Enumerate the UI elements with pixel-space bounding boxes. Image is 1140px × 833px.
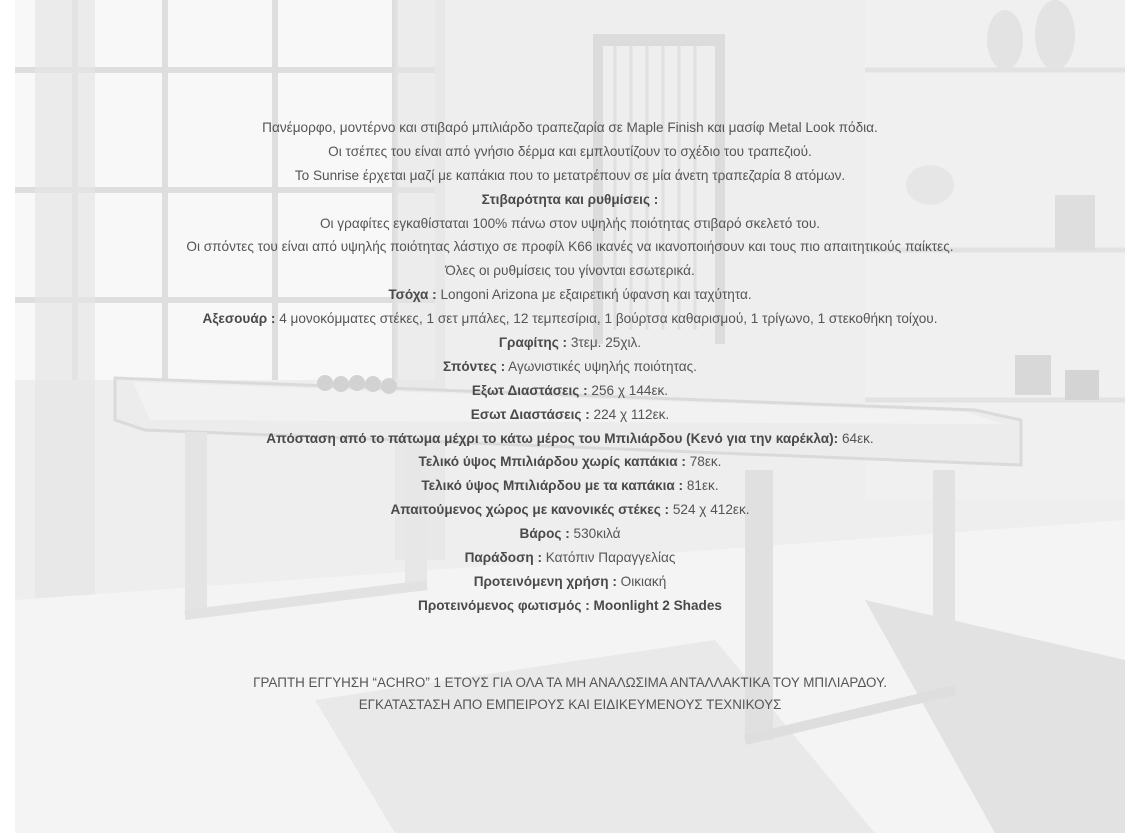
spec-label: Εσωτ Διαστάσεις : [470, 406, 590, 422]
spec-value: 530κιλά [569, 526, 621, 542]
spec-recommended-use [15, 570, 1125, 594]
spec-height-with-covers [15, 474, 1125, 498]
spec-label: Γραφίτης : [498, 335, 568, 351]
spec-value: 64εκ. [838, 430, 874, 446]
product-hero-section [15, 0, 1125, 833]
spec-value: 224 χ 112εκ. [589, 406, 670, 422]
intro-line-2: Οι τσέπες του είναι από γνήσιο δέρμα και εμπλουτίζουν το σχέδιο του τραπεζιού. [328, 143, 812, 159]
intro-line-1: Πανέμορφο, μοντέρνο και στιβαρό μπιλιάρδο τραπεζαρία σε Maple Finish και μασίφ Metal Look πόδια. [262, 120, 878, 135]
spec-value: Longoni Arizona με εξαιρετική ύφανση και ταχύτητα. [436, 287, 752, 303]
product-description [15, 116, 1125, 618]
spec-value: 81εκ. [683, 478, 719, 494]
robustness-line-1: Οι γραφίτες εγκαθίσταται 100% πάνω στον υψηλής ποιότητας στιβαρό σκελετό του. [319, 215, 821, 231]
spec-value: 524 χ 412εκ. [669, 502, 750, 518]
spec-label: Εξωτ Διαστάσεις : [471, 382, 588, 398]
spec-label: Προτεινόμενος φωτισμός : Moonlight 2 Shades [418, 597, 722, 613]
spec-label: Τελικό ύψος Μπιλιάρδου χωρίς καπάκια : [418, 454, 686, 470]
spec-slate [15, 331, 1125, 355]
spec-label: Τελικό ύψος Μπιλιάρδου με τα καπάκια : [421, 478, 684, 494]
spec-required-space [15, 498, 1125, 522]
warranty-notice [15, 672, 1125, 716]
spec-accessories [15, 307, 1125, 331]
spec-inner-dimensions [15, 403, 1125, 427]
robustness-heading [15, 188, 1125, 212]
spec-floor-clearance [15, 427, 1125, 451]
spec-label: Απόσταση από το πάτωμα μέχρι το κάτω μέρος του Μπιλιάρδου (Κενό για την καρέκλα): [266, 430, 839, 446]
spec-value: 3τεμ. 25χιλ. [567, 335, 642, 351]
robustness-line-2: Οι σπόντες του είναι από υψηλής ποιότητας λάστιχο σε προφίλ K66 ικανές να ικανοποιήσουν και τους πιο απαιτητικούς παίκτες. [186, 239, 954, 255]
spec-value: Αγωνιστικές υψηλής ποιότητας. [505, 358, 697, 374]
spec-label: Παράδοση : [464, 550, 542, 566]
spec-weight [15, 522, 1125, 546]
spec-label: Αξεσουάρ : [202, 311, 276, 327]
robustness-line-3: Όλες οι ρυθμίσεις του γίνονται εσωτερικά. [445, 263, 695, 279]
spec-label: Απαιτούμενος χώρος με κανονικές στέκες : [390, 502, 670, 518]
spec-cloth [15, 283, 1125, 307]
spec-outer-dimensions [15, 379, 1125, 403]
spec-label: Προτεινόμενη χρήση : [473, 573, 617, 589]
spec-label: Βάρος : [519, 526, 570, 542]
robustness-heading-text: Στιβαρότητα και ρυθμίσεις : [481, 191, 659, 207]
spec-value: 256 χ 144εκ. [587, 382, 669, 398]
spec-cushions [15, 355, 1125, 379]
warranty-line-2: ΕΓΚΑΤΑΣΤΑΣΗ ΑΠΟ ΕΜΠΕΙΡΟΥΣ ΚΑΙ ΕΙΔΙΚΕΥΜΕΝΟΥΣ ΤΕΧΝΙΚΟΥΣ [358, 697, 782, 712]
spec-label: Σπόντες : [443, 358, 506, 374]
spec-value: Κατόπιν Παραγγελίας [542, 550, 676, 566]
spec-value: 78εκ. [685, 454, 722, 470]
spec-value: 4 μονοκόμματες στέκες, 1 σετ μπάλες, 12 τεμπεσίρια, 1 βούρτσα καθαρισμού, 1 τρίγωνο, 1 στεκοθήκη τοίχου. [275, 311, 938, 327]
spec-recommended-lighting [15, 594, 1125, 618]
spec-height-without-covers [15, 450, 1125, 474]
intro-line-3: Το Sunrise έρχεται μαζί με καπάκια που το μετατρέπουν σε μία άνετη τραπεζαρία 8 ατόμων. [294, 167, 846, 183]
spec-label: Τσόχα : [388, 287, 437, 303]
spec-delivery [15, 546, 1125, 570]
spec-value: Οικιακή [616, 573, 667, 589]
warranty-line-1: ΓΡΑΠΤΗ ΕΓΓΥΗΣΗ “ACHRO” 1 ΕΤΟΥΣ ΓΙΑ ΟΛΑ ΤΑ ΜΗ ΑΝΑΛΩΣΙΜΑ ΑΝΤΑΛΛΑΚΤΙΚΑ ΤΟΥ ΜΠΙΛΙΑΡΔΟΥ. [253, 675, 887, 690]
